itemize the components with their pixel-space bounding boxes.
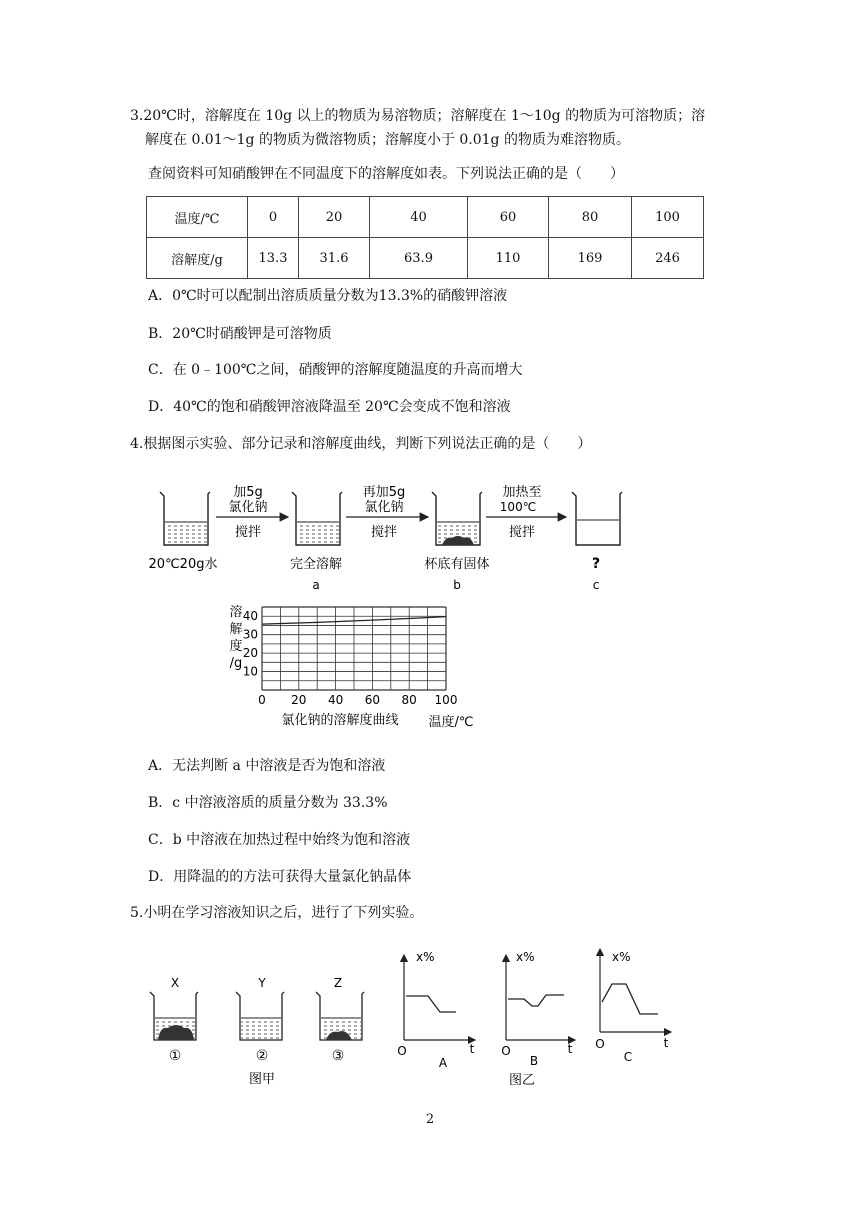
beaker-b bbox=[432, 492, 482, 545]
beaker-c bbox=[572, 492, 622, 545]
x-tick-label: 20 bbox=[291, 693, 307, 707]
arrow2-bottom-label: 搅拌 bbox=[370, 525, 398, 540]
arrow1-bottom-label: 搅拌 bbox=[234, 525, 262, 540]
arrow1-top-label: 加5g bbox=[233, 485, 263, 500]
q4-stem: 4.根据图示实验、部分记录和溶解度曲线，判断下列说法正确的是（ ） bbox=[130, 436, 592, 452]
graph-b-origin: O bbox=[501, 1044, 511, 1058]
beaker-y-label: Y bbox=[258, 976, 266, 990]
beaker-start bbox=[160, 492, 210, 545]
table-row bbox=[147, 197, 704, 238]
y-tick-label: 30 bbox=[242, 627, 258, 642]
x-axis-label: 温度/℃ bbox=[428, 715, 474, 730]
graph-c bbox=[595, 950, 668, 1064]
beaker-number-1: ① bbox=[168, 1048, 182, 1064]
a-letter: a bbox=[312, 578, 320, 592]
graph-a-origin: O bbox=[397, 1044, 407, 1058]
table-cell: 246 bbox=[632, 238, 704, 279]
q5-stem: 5.小明在学习溶液知识之后，进行了下列实验。 bbox=[130, 905, 424, 921]
b-caption: 杯底有固体 bbox=[424, 557, 490, 572]
chart-grid bbox=[262, 607, 446, 690]
graph-c-letter: C bbox=[623, 1050, 633, 1064]
graph-a bbox=[397, 950, 474, 1070]
b-letter: b bbox=[453, 578, 461, 592]
start-label: 20℃20g水 bbox=[148, 557, 218, 572]
graph-b-letter: B bbox=[529, 1054, 539, 1068]
graph-c-origin: O bbox=[595, 1037, 605, 1051]
beaker-y bbox=[236, 992, 284, 1040]
table-row bbox=[147, 238, 704, 279]
c-caption: ? bbox=[591, 556, 601, 572]
graph-b bbox=[501, 950, 572, 1068]
table-cell: 110 bbox=[468, 238, 549, 279]
x-tick-label: 0 bbox=[258, 693, 266, 707]
x-tick-labels bbox=[258, 693, 457, 707]
table-cell: 63.9 bbox=[370, 238, 468, 279]
table-cell: 13.3 bbox=[248, 238, 299, 279]
x-tick-label: 80 bbox=[401, 693, 417, 707]
page-number: 2 bbox=[425, 1112, 435, 1127]
arrow3-bottom-label: 搅拌 bbox=[508, 525, 536, 540]
fig-yi-caption: 图乙 bbox=[508, 1073, 536, 1088]
graph-a-y-label: x% bbox=[416, 950, 435, 964]
solubility-chart bbox=[229, 604, 473, 730]
chart-title: 氯化钠的溶解度曲线 bbox=[281, 713, 399, 728]
graph-a-letter: A bbox=[438, 1056, 448, 1070]
arrow1-mid-label: 氯化钠 bbox=[228, 500, 268, 515]
table-cell: 20 bbox=[299, 197, 370, 238]
beaker-z bbox=[316, 992, 364, 1040]
table-cell: 温度/℃ bbox=[147, 197, 248, 238]
beaker-number-2: ② bbox=[255, 1048, 269, 1064]
beaker-a bbox=[292, 492, 342, 545]
y-tick-label: 10 bbox=[242, 664, 258, 679]
q3-stem-line2: 解度在 0.01～1g 的物质为微溶物质；溶解度小于 0.01g 的物质为难溶物质。 bbox=[145, 132, 630, 148]
arrow3-top-label: 加热至 bbox=[502, 485, 542, 500]
y-tick-label: 20 bbox=[242, 646, 258, 661]
graph-b-t-label: t bbox=[567, 1042, 573, 1056]
q5-figure bbox=[0, 940, 860, 1090]
graph-a-t-label: t bbox=[469, 1042, 475, 1056]
q4-option-a: A．无法判断 a 中溶液是否为饱和溶液 bbox=[148, 758, 386, 774]
q3-intro: 查阅资料可知硝酸钾在不同温度下的溶解度如表。下列说法正确的是（ ） bbox=[148, 166, 624, 182]
q4-option-c: C．b 中溶液在加热过程中始终为饱和溶液 bbox=[148, 832, 411, 848]
q3-option-d: D．40℃的饱和硝酸钾溶液降温至 20℃会变成不饱和溶液 bbox=[148, 399, 511, 415]
y-tick-label: 40 bbox=[242, 609, 258, 624]
q3-option-a: A．0℃时可以配制出溶质质量分数为13.3%的硝酸钾溶液 bbox=[148, 288, 508, 304]
x-tick-label: 100 bbox=[434, 693, 458, 707]
fig-jia-caption: 图甲 bbox=[248, 1072, 276, 1087]
y-axis-label-char-1: 溶 bbox=[229, 605, 243, 620]
y-axis-label-char-3: 度 bbox=[229, 639, 243, 654]
table-cell: 60 bbox=[468, 197, 549, 238]
graph-b-y-label: x% bbox=[516, 950, 535, 964]
q3-option-b: B．20℃时硝酸钾是可溶物质 bbox=[148, 326, 332, 342]
q3-stem-line1: 3.20℃时，溶解度在 10g 以上的物质为易溶物质；溶解度在 1～10g 的物质为可溶物质；溶 bbox=[130, 108, 706, 124]
table-cell: 80 bbox=[549, 197, 632, 238]
x-tick-label: 60 bbox=[364, 693, 381, 707]
y-axis-label-char-4: /g bbox=[229, 656, 243, 671]
y-tick-labels bbox=[243, 609, 258, 678]
c-letter: c bbox=[592, 578, 600, 592]
graph-c-t-label: t bbox=[663, 1036, 669, 1050]
arrow2-mid-label: 氯化钠 bbox=[364, 500, 404, 515]
beaker-number-3: ③ bbox=[331, 1048, 345, 1064]
table-cell: 0 bbox=[248, 197, 299, 238]
arrow3-mid-label: 100℃ bbox=[499, 500, 537, 514]
a-caption: 完全溶解 bbox=[289, 557, 343, 572]
q4-option-d: D．用降温的的方法可获得大量氯化钠晶体 bbox=[148, 869, 412, 885]
y-axis-label-char-2: 解 bbox=[229, 622, 243, 637]
beaker-x-label: X bbox=[170, 976, 180, 990]
graph-c-y-label: x% bbox=[612, 950, 631, 964]
solubility-table bbox=[146, 196, 704, 279]
q4-option-b: B．c 中溶液溶质的质量分数为 33.3% bbox=[148, 795, 388, 811]
x-tick-label: 40 bbox=[327, 693, 344, 707]
beaker-z-label: Z bbox=[333, 976, 343, 990]
q3-option-c: C．在 0﹣100℃之间，硝酸钾的溶解度随温度的升高而增大 bbox=[148, 362, 523, 378]
table-cell: 40 bbox=[370, 197, 468, 238]
table-cell: 31.6 bbox=[299, 238, 370, 279]
beaker-x bbox=[150, 992, 198, 1040]
arrow2-top-label: 再加5g bbox=[362, 485, 406, 500]
table-cell: 100 bbox=[632, 197, 704, 238]
q4-figure bbox=[0, 470, 860, 740]
table-cell: 169 bbox=[549, 238, 632, 279]
table-cell: 溶解度/g bbox=[147, 238, 248, 279]
